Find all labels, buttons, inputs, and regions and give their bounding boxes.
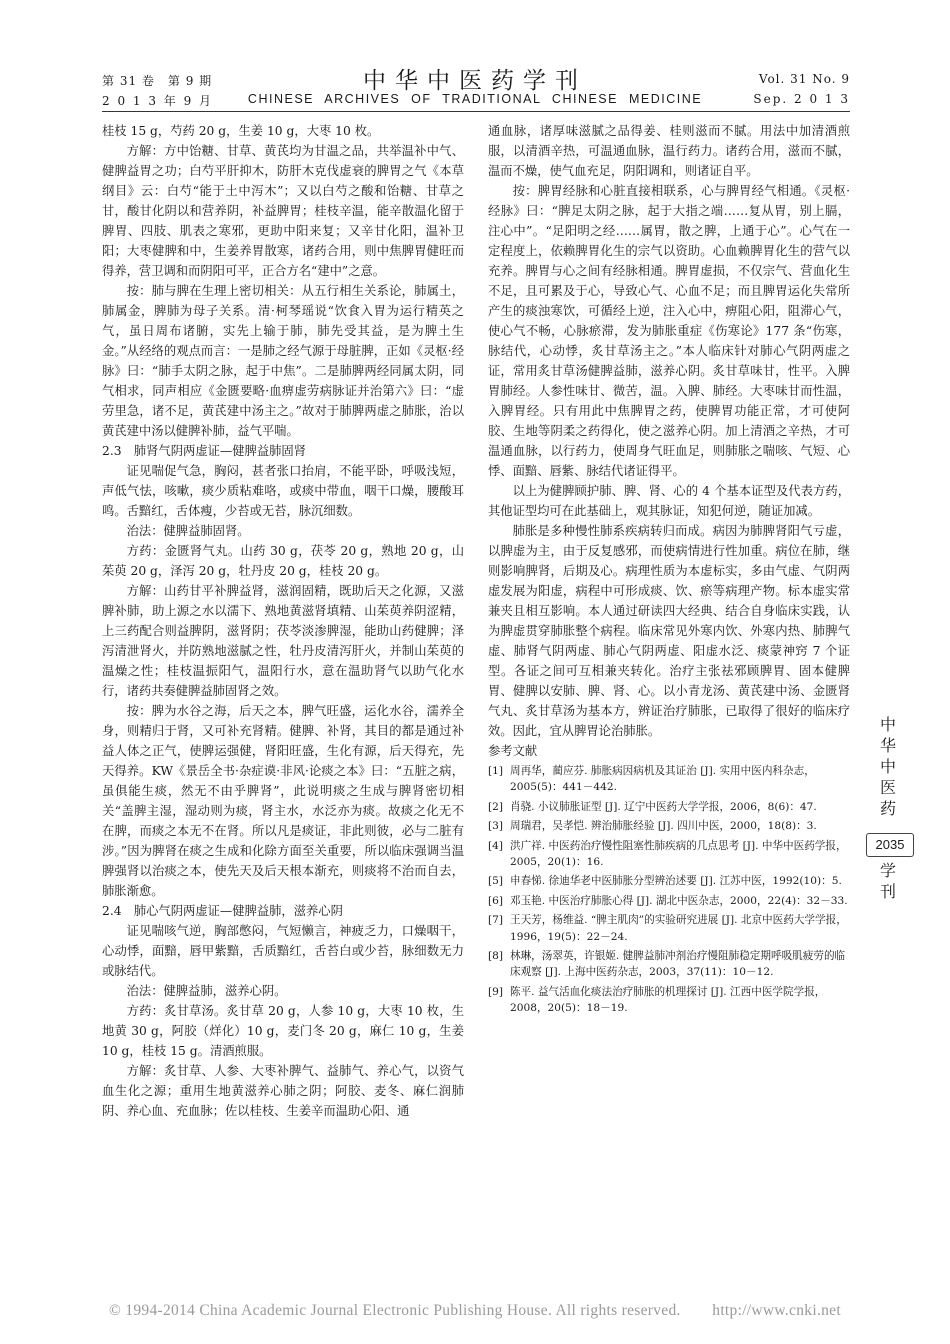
reference-item bbox=[488, 873, 850, 889]
section-heading: 2.4 肺心气阴两虚证—健脾益肺，滋养心阴 bbox=[102, 904, 343, 918]
volume-issue: 第 31 卷 第 9 期 bbox=[102, 74, 213, 88]
paragraph: 以上为健脾顾护肺、脾、肾、心的 4 个基本证型及代表方药，其他证型均可在此基础上，观其脉证，知犯何逆，随证加减。 bbox=[488, 484, 850, 518]
paragraph: 按：脾为水谷之海，后天之本，脾气旺盛，运化水谷，濡养全身，则精归于肾，又可补充肾精。健脾、补肾，其目的都是通过补益人体之正气，使脾运强健，肾阳旺盛，生化有源，后天得充，先天得养。KW《景岳全书·杂症谟·非风·论痰之本》曰：“五脏之病，虽俱能生痰，然无不由乎脾肾”，此说明痰之生成与脾肾密切相关“盖脾主湿，湿动则为痰，肾主水，水泛亦为痰。故痰之化无不在脾，而痰之本无不在肾。所以凡是痰证，非此则彼，必与二脏有涉。”因为脾肾在痰之生成和化除方面至关重要，所以临床强调当温脾强肾以治痰之本，使先天及后天根本渐充，则痰将不治而自去，肺胀渐愈。 bbox=[102, 704, 464, 898]
references-heading: 参考文献 bbox=[488, 744, 538, 758]
reference-item bbox=[488, 984, 850, 1017]
paragraph: 证见喘咳气逆，胸部憋闷，气短懒言，神疲乏力，口燥咽干，心动悸，面黯，唇甲紫黯，舌质黯红，舌苔白或少苔，脉细数无力或脉结代。 bbox=[102, 924, 464, 978]
reference-item bbox=[488, 763, 850, 796]
paragraph: 治法：健脾益肺固肾。 bbox=[126, 524, 250, 538]
side-journal-name: 中 华 中 医 药 bbox=[879, 715, 896, 818]
copyright-footer: © 1994-2014 China Academic Journal Electronic Publishing House. All rights reserved. http://www.cnki.net bbox=[109, 1302, 841, 1319]
reference-number: [7] bbox=[488, 914, 504, 927]
page-header bbox=[0, 0, 950, 120]
right-column bbox=[488, 121, 850, 1020]
left-column bbox=[102, 121, 464, 1121]
reference-text: 王天芳，杨维益. “脾主肌肉”的实验研究进展 [J]. 北京中医药大学学报，1996，19(5)：22－24. bbox=[510, 914, 847, 943]
paragraph: 方药：金匮肾气丸。山药 30 g，茯苓 20 g，熟地 20 g，山茱萸 20 g，泽泻 20 g，牡丹皮 20 g，桂枝 20 g。 bbox=[102, 544, 464, 578]
journal-title: 中华中医药学刊 bbox=[363, 68, 587, 94]
paragraph: 证见喘促气急，胸闷，甚者张口抬肩，不能平卧，呼吸浅短，声低气怯，咳嗽，痰少质粘难咯，或痰中带血，咽干口燥，腰酸耳鸣。舌黯红，舌体瘦，少苔或无苔，脉沉细数。 bbox=[102, 464, 464, 518]
paragraph: 肺胀是多种慢性肺系疾病转归而成。病因为肺脾肾阳气亏虚，以脾虚为主，由于反复感邪，而使病情进行性加重。病位在肺，继则影响脾肾，后期及心。病理性质为本虚标实，多由气虚、气阴两虚发展为阳虚，病程中可形成痰、饮、瘀等病理产物。标本虚实常兼夹且相互影响。本人通过研读四大经典、结合自身临床实践，认为脾虚贯穿肺胀整个病程。临床常见外寒内饮、外寒内热、肺脾气虚、肺肾气阴两虚、肺心气阴两虚、阳虚水泛、痰蒙神窍 7 个证型。各证之间可互相兼夹转化。治疗主张祛邪顾脾胃、固本健脾胃、健脾以安肺、脾、肾、心。以小青龙汤、黄芪建中汤、金匮肾气丸、炙甘草汤为基本方，辨证治疗肺胀，已取得了很好的临床疗效。因此，宜从脾胃论治肺胀。 bbox=[488, 524, 850, 738]
reference-number: [8] bbox=[488, 950, 504, 963]
reference-text: 邓玉艳. 中医治疗肺胀心得 [J]. 湖北中医杂志，2000，22(4)：32－33. bbox=[510, 894, 848, 907]
side-journal-suffix: 学 刊 bbox=[879, 861, 896, 901]
reference-text: 肖骁. 小议肺胀证型 [J]. 辽宁中医药大学学报，2006，8(6)：47. bbox=[510, 800, 817, 813]
paragraph: 桂枝 15 g，芍药 20 g，生姜 10 g，大枣 10 枚。 bbox=[102, 124, 380, 138]
reference-text: 周再华，蔺应芬. 肺胀病因病机及其证治 [J]. 实用中医内科杂志，2005(5)：441－442. bbox=[510, 765, 815, 794]
paragraph: 通血脉，诸厚味滋腻之品得姜、桂则滋而不腻。用法中加清酒煎服，以清酒辛热，可温通血脉，温行药力。诸药合用，滋而不腻，温而不燥，使气血充足，阴阳调和，则诸证自平。 bbox=[488, 124, 850, 178]
publication-date: 2 0 1 3 年 9 月 bbox=[102, 94, 214, 108]
reference-item bbox=[488, 818, 850, 834]
paragraph: 治法：健脾益肺，滋养心阴。 bbox=[126, 984, 287, 998]
reference-item bbox=[488, 838, 850, 871]
paragraph: 方解：炙甘草、人参、大枣补脾气、益肺气、养心气，以资气血生化之源；重用生地黄滋养心肺之阴；阿胶、麦冬、麻仁润肺阴、养心血、充血脉；佐以桂枝、生姜辛而温助心阳、通 bbox=[102, 1064, 464, 1118]
reference-number: [4] bbox=[488, 839, 504, 852]
journal-english-title: CHINESE ARCHIVES OF TRADITIONAL CHINESE MEDICINE bbox=[247, 92, 703, 106]
page-number: 2035 bbox=[866, 833, 914, 857]
reference-number: [5] bbox=[488, 875, 504, 888]
reference-number: [2] bbox=[488, 800, 504, 813]
paragraph: 按：肺与脾在生理上密切相关：从五行相生关系论，肺属土，肺属金，脾肺为母子关系。清·柯琴瑶说“饮食入胃为运行精英之气，虽日周布诸腑，实先上输于肺，肺先受其益，是为脾土生金。”从经络的观点而言：一是肺之经气源于母脏脾，正如《灵枢·经脉》曰：“肺手太阴之脉，起于中焦”。二是肺脾两经同属太阴，同气相求，同声相应《金匮要略·血痹虚劳病脉证并治第六》曰：“虚劳里急，诸不足，黄芪建中汤主之。”故对于肺脾两虚之肺胀，治以黄芪建中汤以健脾补肺，益气平喘。 bbox=[102, 284, 464, 438]
section-heading: 2.3 肺肾气阴两虚证—健脾益肺固肾 bbox=[102, 444, 307, 458]
reference-item bbox=[488, 893, 850, 909]
publication-date-en: Sep. 2 0 1 3 bbox=[753, 92, 850, 106]
paragraph: 方解：山药甘平补脾益肾，滋润固精，既助后天之化源，又滋脾补肺，助上源之水以濡下、熟地黄滋肾填精、山茱萸养阴涩精，上三药配合则益脾阴，滋肾阴；茯苓淡渗脾湿，能助山药健脾；泽泻清泄肾火，并防熟地滋腻之性，牡丹皮清泻肝火，并制山茱萸的温燥之性；桂枝温振阳气，温阳行水，意在温助肾气以助气化水行，诸药共奏健脾益肺固肾之效。 bbox=[102, 584, 464, 698]
reference-number: [9] bbox=[488, 985, 504, 998]
reference-text: 陈平. 益气活血化痰法治疗肺胀的机理探讨 [J]. 江西中医学院学报，2008，20(5)：18－19. bbox=[510, 985, 826, 1015]
header-rule bbox=[102, 111, 850, 112]
reference-number: [6] bbox=[488, 894, 504, 907]
reference-text: 申春悌. 徐迪华老中医肺胀分型辨治述要 [J]. 江苏中医，1992(10)：5. bbox=[510, 875, 842, 888]
reference-item bbox=[488, 948, 850, 981]
reference-item bbox=[488, 799, 850, 815]
reference-list bbox=[488, 763, 850, 1017]
paragraph: 按：脾胃经脉和心脏直接相联系，心与脾胃经气相通。《灵枢·经脉》曰：“脾足太阴之脉，起于大指之端……复从胃，别上膈，注心中”。“足阳明之经……属胃，散之脾，上通于心”。心气在一定程度上，依赖脾胃化生的宗气以资助。心血赖脾胃化生的营气以充养。脾胃与心之间有经脉相通。脾胃虚损，不仅宗气、营血化生不足，且可累及于心，导致心气、心血不足；而且脾胃运化失常所产生的痰浊寒饮，可循经上逆，注入心中，痹阻心阳，阻滞心气，使心气不畅，心脉瘀滞，发为肺胀重症《伤寒论》177 条“伤寒，脉结代，心动悸，炙甘草汤主之。”本人临床针对肺心气阴两虚之证，常用炙甘草汤健脾益肺，滋养心阴。炙甘草味甘，性平。入脾胃肺经。人参性味甘、微苦，温。入脾、肺经。大枣味甘而性温，入脾胃经。只有用此中焦脾胃之药，使脾胃功能正常，才可使阿胶、生地等阴柔之药得化，使之滋养心阴。加上清酒之辛热，才可温通血脉，以行药力，使周身气旺血足，则肺胀之喘咳、气短、心悸、面黯、唇紫、脉结代诸证得平。 bbox=[488, 184, 850, 478]
paragraph: 方药：炙甘草汤。炙甘草 20 g，人参 10 g，大枣 10 枚，生地黄 30 g，阿胶（烊化）10 g，麦门冬 20 g，麻仁 10 g，生姜 10 g，桂枝 15 g。清酒煎服。 bbox=[102, 1004, 464, 1058]
volume-issue-en: Vol. 31 No. 9 bbox=[758, 72, 850, 86]
reference-number: [1] bbox=[488, 765, 504, 777]
reference-text: 周瑞君，吴孝恺. 辨治肺胀经验 [J]. 四川中医，2000，18(8)：3. bbox=[510, 820, 817, 833]
reference-number: [3] bbox=[488, 820, 504, 833]
reference-text: 洪广祥. 中医药治疗慢性阻塞性肺疾病的几点思考 [J]. 中华中医药学报，2005，20(1)：16. bbox=[510, 839, 847, 869]
reference-text: 林琳，汤翠英，许银姬. 健脾益肺冲剂治疗慢阻肺稳定期呼吸肌疲劳的临床观察 [J]. 上海中医药杂志，2003，37(11)：10－12. bbox=[510, 950, 846, 979]
paragraph: 方解：方中饴糖、甘草、黄芪均为甘温之品，共举温补中气、健脾益胃之功；白芍平肝抑木，防肝木克伐虚衰的脾胃之气《本草纲目》云：白芍“能于土中泻木”；又以白芍之酸和饴糖、甘草之甘，酸甘化阴以和营养阴，补益脾胃；桂枝辛温，能辛散温化留于脾胃、四肢、肌表之寒邪，更助中阳来复；又辛甘化阳，温补卫阳；大枣健脾和中，生姜养胃散寒，诸药合用，则中焦脾胃健旺而得养，营卫调和而阴阳可平，正合方名“建中”之意。 bbox=[102, 144, 464, 278]
reference-item bbox=[488, 912, 850, 945]
